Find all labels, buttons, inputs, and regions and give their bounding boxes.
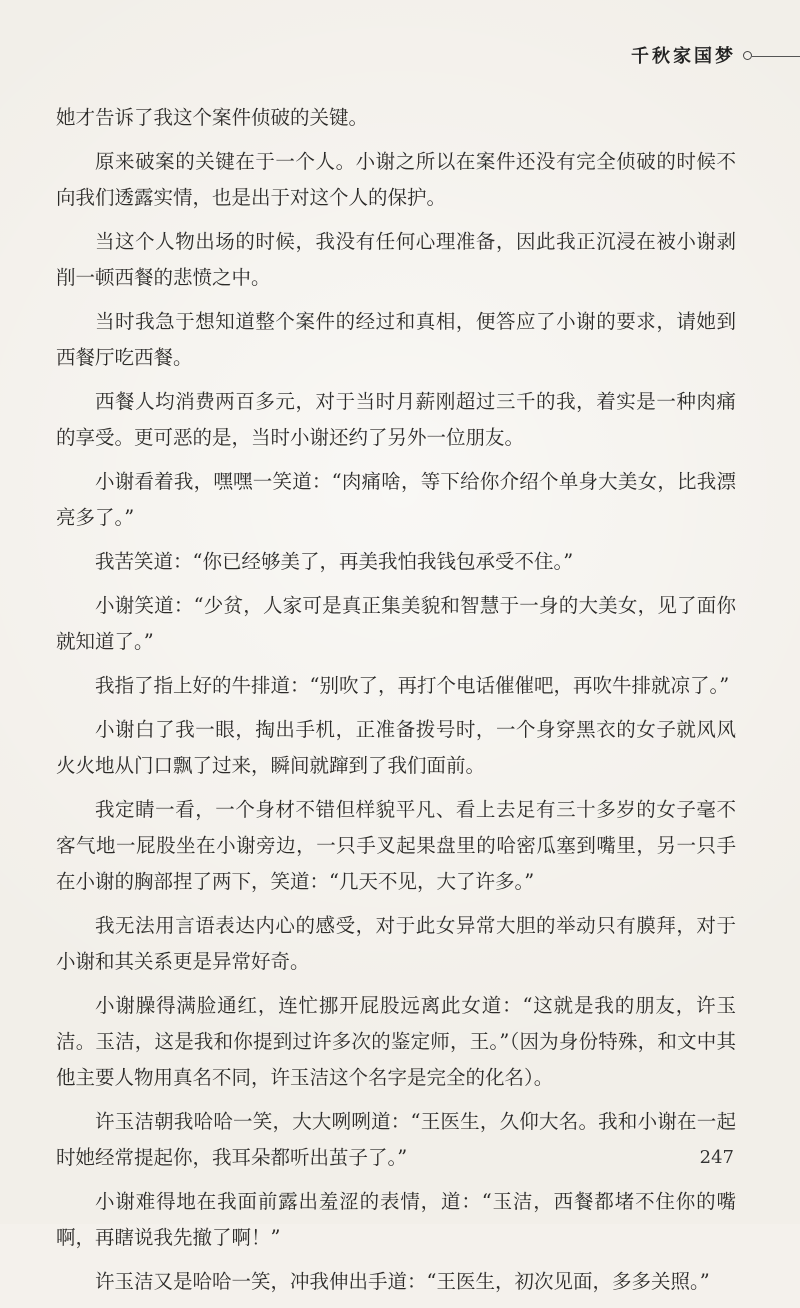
- paragraph-12: 我无法用言语表达内心的感受，对于此女异常大胆的举动只有膜拜，对于小谢和其关系更是异常好奇。: [56, 914, 736, 973]
- paragraph-2: 原来破案的关键在于一个人。小谢之所以在案件还没有完全侦破的时候不向我们透露实情，也是出于对这个人的保护。: [56, 150, 736, 209]
- paragraph-6: 小谢看着我，嘿嘿一笑道：“肉痛啥，等下给你介绍个单身大美女，比我漂亮多了。”: [56, 470, 736, 529]
- paragraph-3: 当这个人物出场的时候，我没有任何心理准备，因此我正沉浸在被小谢剥削一顿西餐的悲愤之中。: [56, 230, 736, 289]
- paragraph-5: 西餐人均消费两百多元，对于当时月薪刚超过三千的我，着实是一种肉痛的享受。更可恶的是，当时小谢还约了另外一位朋友。: [56, 390, 736, 449]
- paragraph-10: 小谢白了我一眼，掏出手机，正准备拨号时，一个身穿黑衣的女子就风风火火地从门口飘了过来，瞬间就蹿到了我们面前。: [56, 718, 736, 777]
- header-circle-ornament: [743, 51, 752, 60]
- paragraph-4: 当时我急于想知道整个案件的经过和真相，便答应了小谢的要求，请她到西餐厅吃西餐。: [56, 310, 736, 369]
- paragraph-13: 小谢臊得满脸通红，连忙挪开屁股远离此女道：“这就是我的朋友，许玉洁。玉洁，这是我和你提到过许多次的鉴定师，王。”（因为身份特殊，和文中其他主要人物用真名不同，许玉洁这个名字是完全的化名）。: [56, 994, 736, 1089]
- body-text: [56, 100, 736, 1308]
- paragraph-7: 我苦笑道：“你已经够美了，再美我怕我钱包承受不住。”: [95, 550, 574, 573]
- paragraph-16: 许玉洁又是哈哈一笑，冲我伸出手道：“王医生，初次见面，多多关照。”: [95, 1270, 710, 1293]
- paragraph-11: 我定睛一看，一个身材不错但样貌平凡、看上去足有三十多岁的女子毫不客气地一屁股坐在小谢旁边，一只手叉起果盘里的哈密瓜塞到嘴里，另一只手在小谢的胸部捏了两下，笑道：“几天不见，大了许多。”: [56, 798, 736, 893]
- running-header: [0, 40, 800, 70]
- paragraph-1: 她才告诉了我这个案件侦破的关键。: [56, 106, 369, 129]
- paragraph-15: 小谢难得地在我面前露出羞涩的表情，道：“玉洁，西餐都堵不住你的嘴啊，再瞎说我先撤了啊！”: [56, 1190, 736, 1249]
- header-title: 千秋家国梦: [631, 46, 736, 67]
- page-number: 247: [699, 1147, 734, 1168]
- header-rule: [752, 56, 800, 57]
- paragraph-14: 许玉洁朝我哈哈一笑，大大咧咧道：“王医生，久仰大名。我和小谢在一起时她经常提起你，我耳朵都听出茧子了。”: [56, 1110, 736, 1169]
- paragraph-9: 我指了指上好的牛排道：“别吹了，再打个电话催催吧，再吹牛排就凉了。”: [95, 674, 730, 697]
- paragraph-8: 小谢笑道：“少贫，人家可是真正集美貌和智慧于一身的大美女，见了面你就知道了。”: [56, 594, 736, 653]
